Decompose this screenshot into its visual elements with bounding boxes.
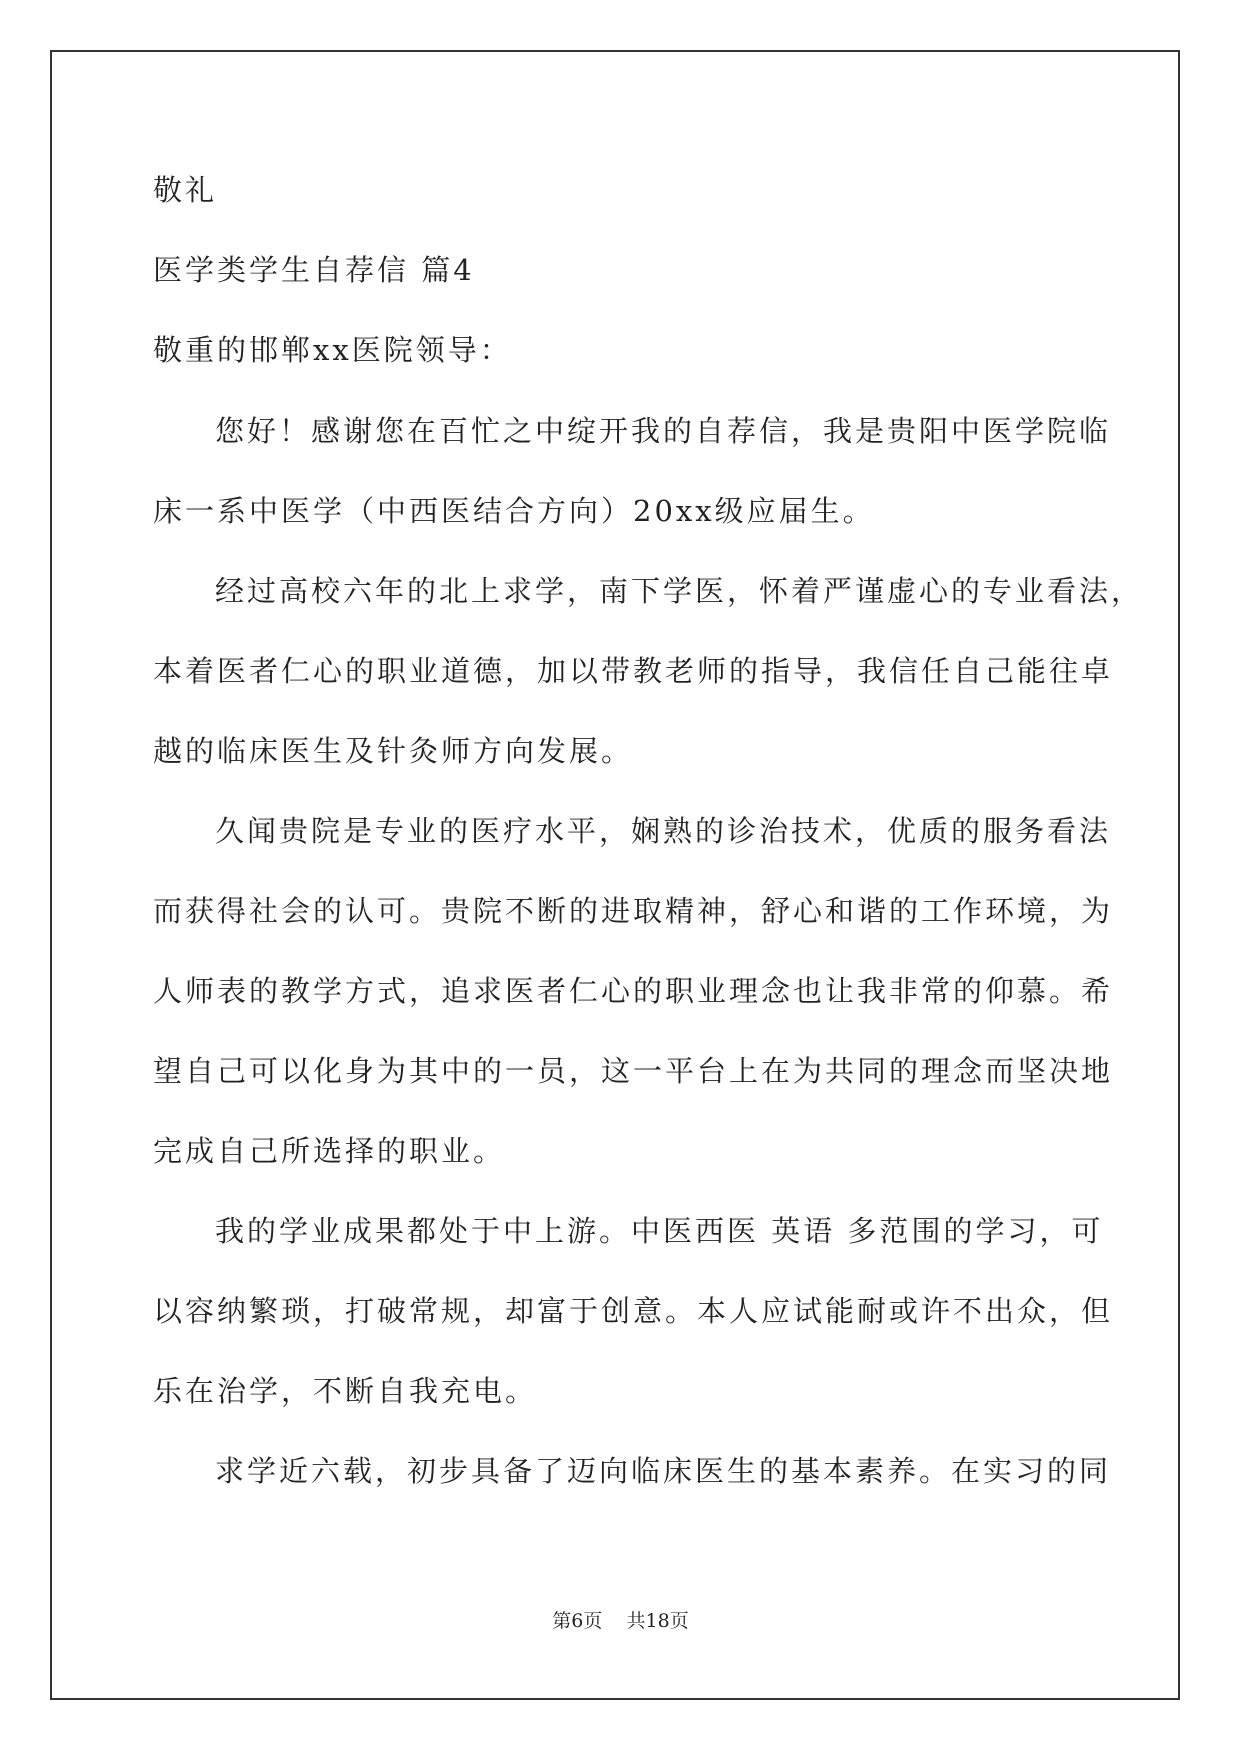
paragraph-line: 床一系中医学（中西医结合方向）20xx级应届生。 [153, 494, 875, 528]
paragraph-line: 人师表的教学方式，追求医者仁心的职业理念也让我非常的仰慕。希 [153, 974, 1114, 1008]
paragraph-line: 您好！感谢您在百忙之中绽开我的自荐信，我是贵阳中医学院临 [215, 414, 1112, 448]
paragraph-line: 我的学业成果都处于中上游。中医西医 英语 多范围的学习，可 [215, 1214, 1104, 1248]
paragraph-line: 以容纳繁琐，打破常规，却富于创意。本人应试能耐或许不出众，但 [153, 1294, 1114, 1328]
paragraph-line: 完成自己所选择的职业。 [153, 1134, 506, 1168]
paragraph-line: 本着医者仁心的职业道德，加以带教老师的指导，我信任自己能往卓 [153, 654, 1114, 688]
paragraph-line: 乐在治学，不断自我充电。 [153, 1374, 538, 1408]
page-total: 共18页 [626, 1610, 689, 1632]
closing-text: 敬礼 [153, 173, 218, 207]
paragraph-line: 望自己可以化身为其中的一员，这一平台上在为共同的理念而坚决地 [153, 1054, 1114, 1088]
paragraph-line: 越的临床医生及针灸师方向发展。 [153, 734, 634, 768]
paragraph-line: 求学近六载，初步具备了迈向临床医生的基本素养。在实习的同 [215, 1454, 1112, 1488]
page-footer [0, 1609, 1241, 1633]
letter-title: 医学类学生自荐信 篇4 [153, 253, 475, 287]
paragraph-line: 久闻贵院是专业的医疗水平，娴熟的诊治技术，优质的服务看法 [215, 814, 1112, 848]
salutation: 敬重的邯郸xx医院领导： [153, 333, 512, 367]
page-number: 第6页 [552, 1610, 603, 1632]
paragraph-line: 经过高校六年的北上求学，南下学医，怀着严谨虚心的专业看法， [215, 574, 1144, 608]
paragraph-line: 而获得社会的认可。贵院不断的进取精神，舒心和谐的工作环境，为 [153, 894, 1114, 928]
